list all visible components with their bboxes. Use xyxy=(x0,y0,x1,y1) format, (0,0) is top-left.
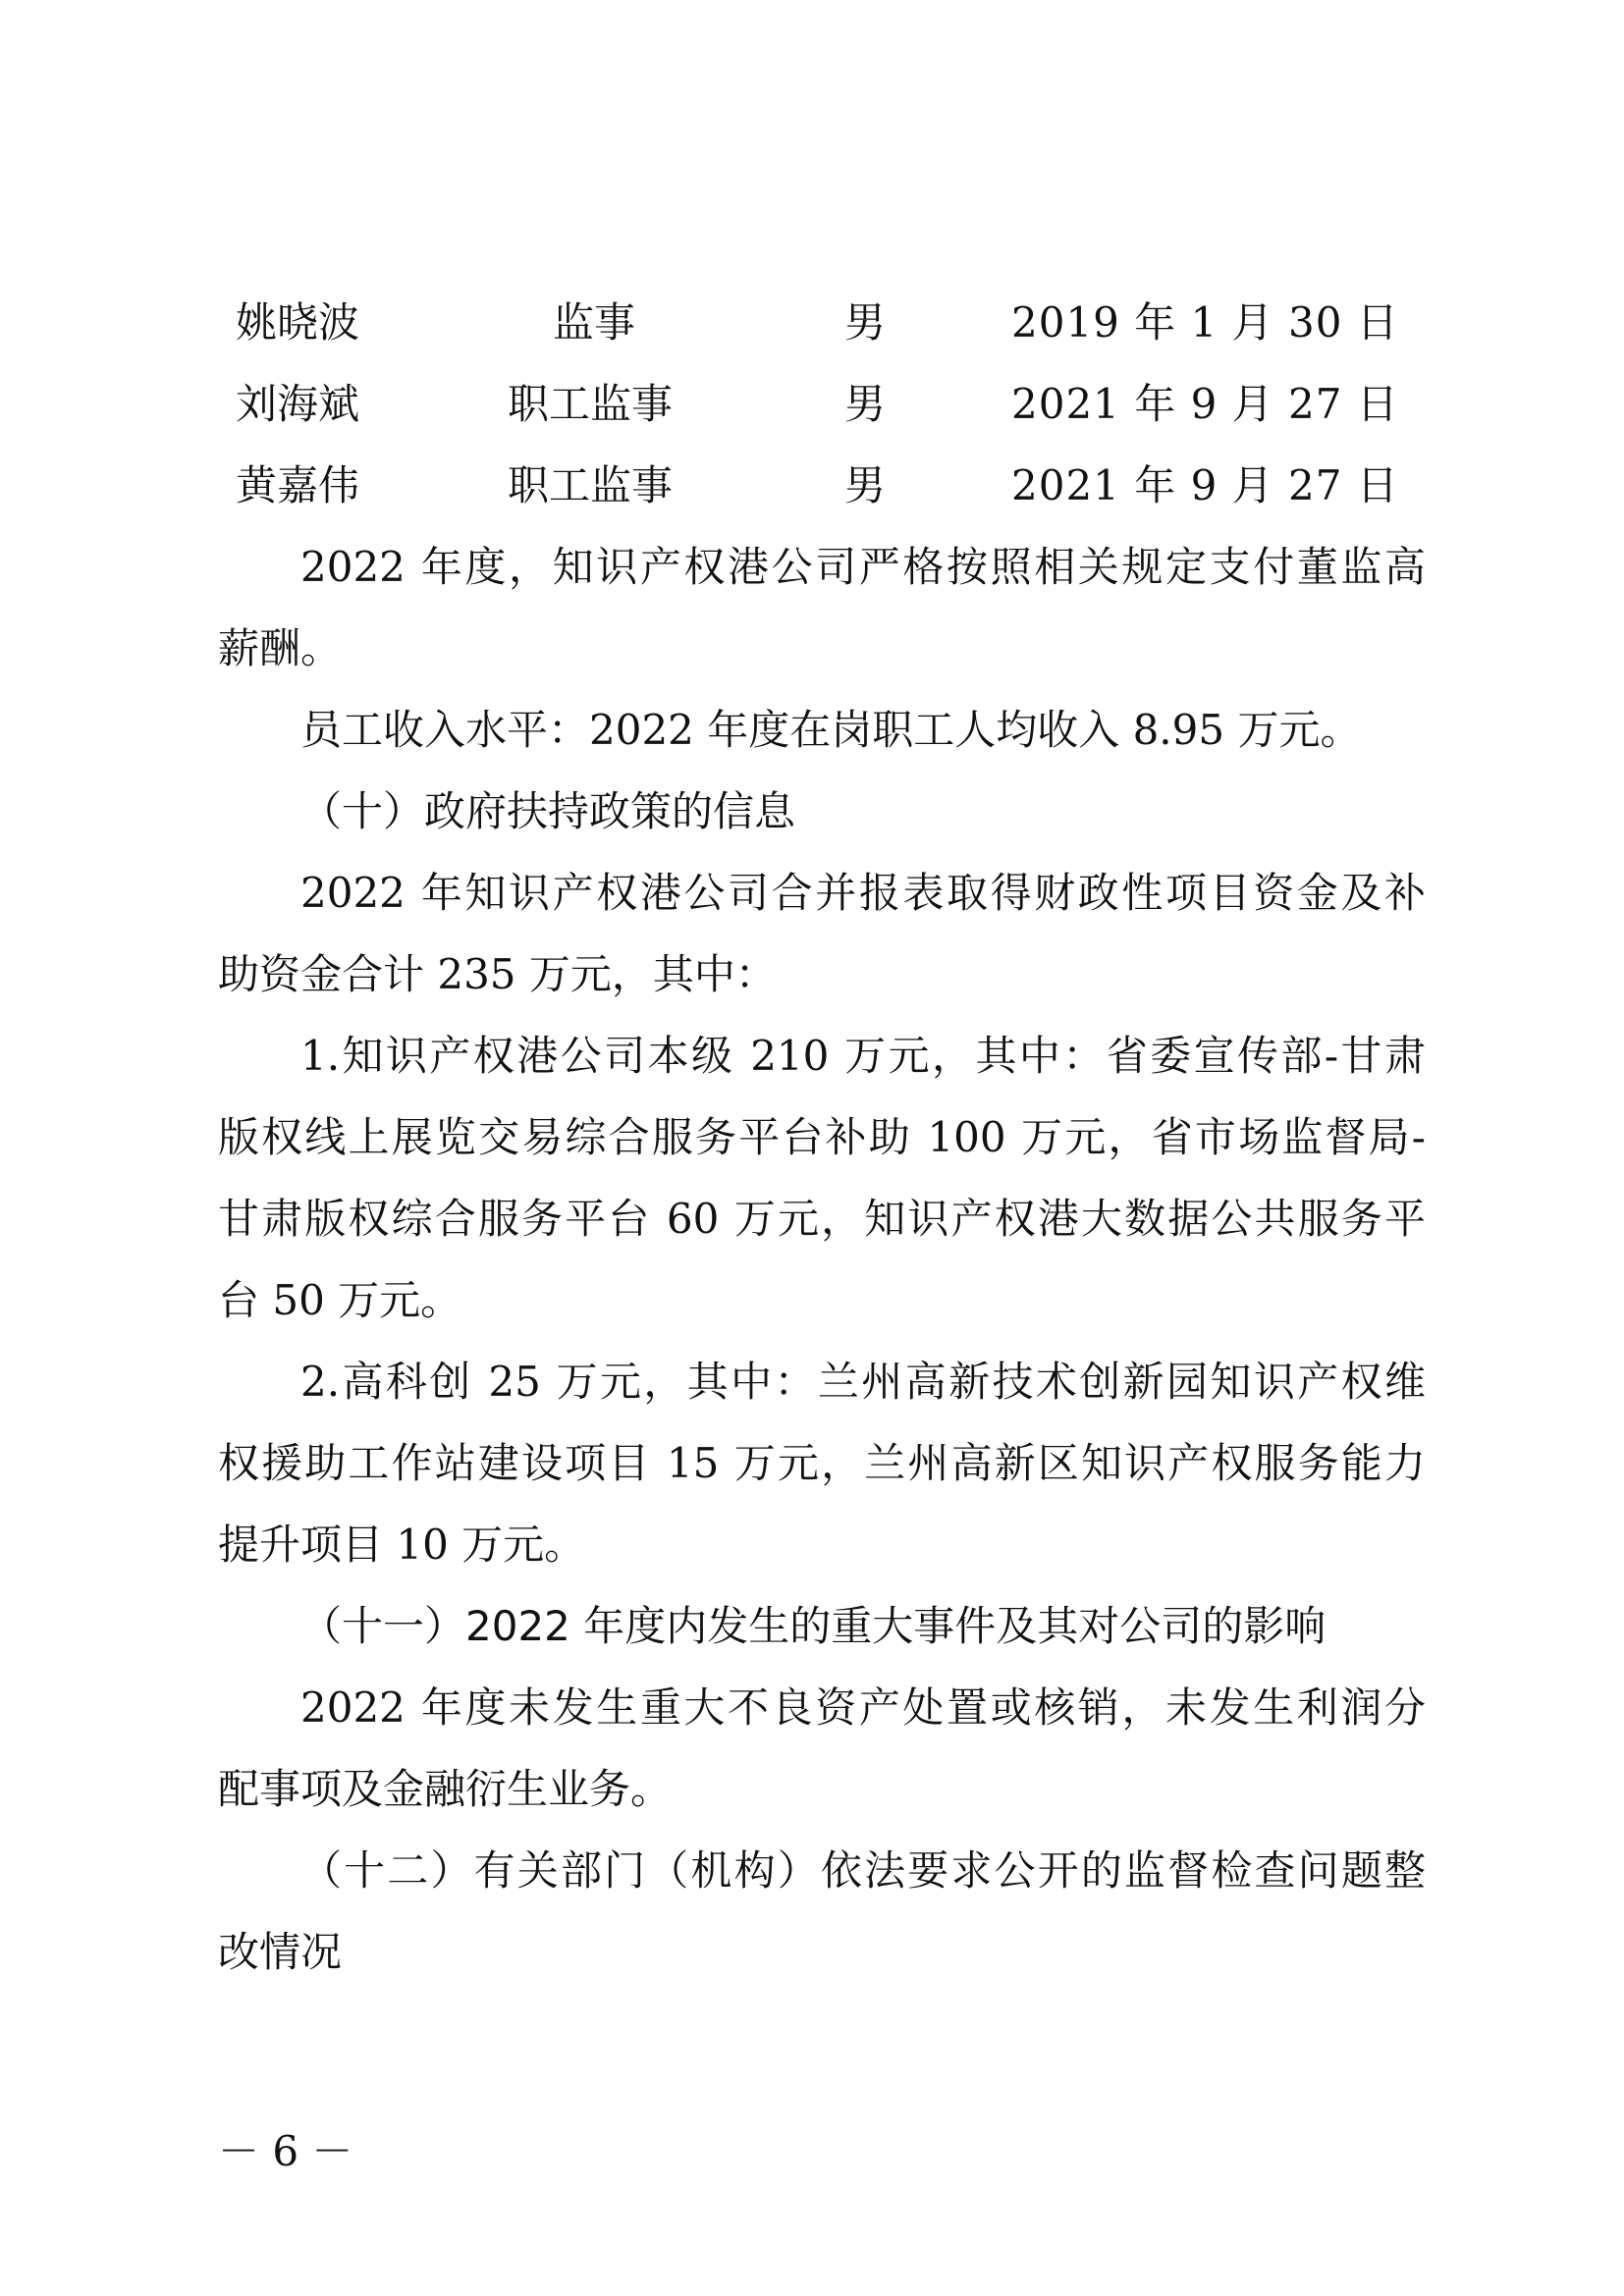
supervisor-gender: 男 xyxy=(844,380,887,428)
supervisor-name: 刘海斌 xyxy=(236,380,360,428)
section-heading-12: （十二）有关部门（机构）依法要求公开的监督检查问题整 xyxy=(300,1846,1426,1895)
paragraph-item-1-cont: 甘肃版权综合服务平台 60 万元，知识产权港大数据公共服务平 xyxy=(218,1195,1426,1243)
section-heading-12-cont: 改情况 xyxy=(218,1928,343,1976)
paragraph-subsidy-total-cont: 助资金合计 235 万元，其中： xyxy=(218,950,777,998)
paragraph-major-events-cont: 配事项及金融衍生业务。 xyxy=(218,1765,673,1813)
section-heading-11: （十一）2022 年度内发生的重大事件及其对公司的影响 xyxy=(300,1602,1326,1650)
page-number: － 6 － xyxy=(218,2127,353,2175)
appointment-date: 2021 年 9 月 27 日 xyxy=(1011,461,1399,509)
paragraph-employee-income: 员工收入水平：2022 年度在岗职工人均收入 8.95 万元。 xyxy=(300,706,1362,754)
section-heading-10: （十）政府扶持政策的信息 xyxy=(300,787,796,835)
paragraph-remuneration-cont: 薪酬。 xyxy=(218,624,343,672)
paragraph-item-1-cont: 台 50 万元。 xyxy=(218,1276,462,1324)
appointment-date: 2019 年 1 月 30 日 xyxy=(1011,298,1399,347)
supervisor-title: 职工监事 xyxy=(508,380,674,428)
paragraph-item-2-cont: 提升项目 10 万元。 xyxy=(218,1521,586,1569)
supervisor-title: 职工监事 xyxy=(508,461,674,509)
paragraph-remuneration: 2022 年度，知识产权港公司严格按照相关规定支付董监高 xyxy=(300,543,1426,591)
supervisor-name: 黄嘉伟 xyxy=(236,461,360,509)
paragraph-subsidy-total: 2022 年知识产权港公司合并报表取得财政性项目资金及补 xyxy=(300,869,1426,917)
paragraph-item-2-cont: 权援助工作站建设项目 15 万元，兰州高新区知识产权服务能力 xyxy=(218,1439,1426,1487)
paragraph-item-1-cont: 版权线上展览交易综合服务平台补助 100 万元，省市场监督局- xyxy=(218,1113,1426,1161)
appointment-date: 2021 年 9 月 27 日 xyxy=(1011,380,1399,428)
paragraph-item-1: 1.知识产权港公司本级 210 万元，其中：省委宣传部-甘肃 xyxy=(300,1032,1426,1080)
supervisor-name: 姚晓波 xyxy=(236,298,360,347)
supervisor-gender: 男 xyxy=(844,461,887,509)
paragraph-item-2: 2.高科创 25 万元，其中：兰州高新技术创新园知识产权维 xyxy=(300,1358,1426,1406)
supervisor-gender: 男 xyxy=(844,298,887,347)
paragraph-major-events: 2022 年度未发生重大不良资产处置或核销，未发生利润分 xyxy=(300,1683,1426,1732)
supervisor-title: 监事 xyxy=(553,298,636,347)
